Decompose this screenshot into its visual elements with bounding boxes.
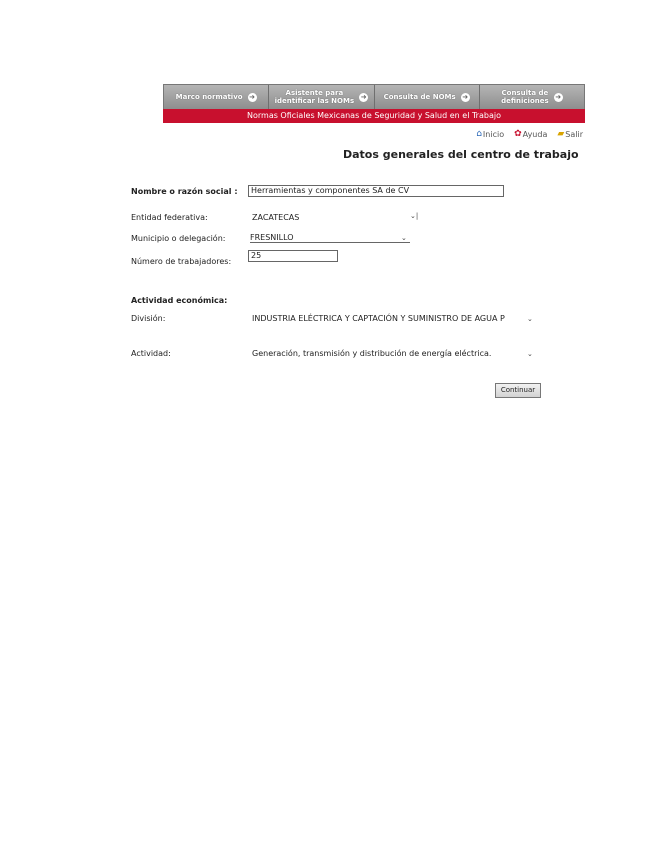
nav-consulta-noms[interactable] [375, 85, 480, 109]
help-icon: ✿ [514, 129, 522, 139]
nav-consulta-definiciones[interactable] [480, 85, 584, 109]
trabajadores-label: Número de trabajadores: [131, 257, 232, 266]
continuar-button[interactable]: Continuar [495, 383, 541, 398]
nav-label: Consulta de NOMs [383, 93, 456, 101]
arrow-right-circle-icon: ➜ [555, 92, 562, 101]
trabajadores-input[interactable]: 25 [248, 250, 338, 262]
home-icon: ⌂ [476, 129, 482, 139]
ayuda-link[interactable] [514, 129, 547, 139]
salir-label: Salir [565, 129, 583, 139]
exit-icon: ▰ [557, 129, 565, 139]
entidad-select[interactable]: ZACATECAS [252, 213, 300, 222]
chevron-down-icon[interactable]: ⌄ [401, 234, 407, 242]
inicio-label: Inicio [482, 129, 505, 139]
nav-label: Asistente para identificar las NOMs [274, 89, 355, 105]
site-banner: Normas Oficiales Mexicanas de Seguridad y Salud en el Trabajo [163, 109, 585, 123]
page-title: Datos generales del centro de trabajo [343, 148, 579, 161]
nav-asistente[interactable] [269, 85, 374, 109]
division-label: División: [131, 314, 166, 323]
chevron-down-icon[interactable]: ⌄| [410, 212, 419, 220]
actividad-heading: Actividad económica: [131, 296, 228, 305]
inicio-link[interactable] [476, 129, 504, 139]
arrow-right-circle-icon: ➜ [462, 92, 469, 101]
chevron-down-icon[interactable]: ⌄ [527, 315, 533, 323]
top-nav [163, 84, 585, 110]
arrow-right-circle-icon: ➜ [249, 92, 256, 101]
nav-marco-normativo[interactable] [164, 85, 269, 109]
nav-label: Consulta de definiciones [501, 89, 549, 105]
actividad-label: Actividad: [131, 349, 171, 358]
nombre-input[interactable]: Herramientas y componentes SA de CV [248, 185, 504, 197]
nombre-label: Nombre o razón social : [131, 187, 238, 196]
entidad-label: Entidad federativa: [131, 213, 208, 222]
salir-link[interactable] [557, 129, 583, 139]
division-select[interactable]: INDUSTRIA ELÉCTRICA Y CAPTACIÓN Y SUMINISTRO DE AGUA P [252, 314, 505, 323]
municipio-select[interactable]: FRESNILLO [250, 233, 410, 243]
top-links [476, 129, 583, 139]
nav-label: Marco normativo [175, 93, 243, 101]
arrow-right-circle-icon: ➜ [360, 92, 367, 101]
actividad-select[interactable]: Generación, transmisión y distribución de energía eléctrica. [252, 349, 492, 358]
municipio-label: Municipio o delegación: [131, 234, 226, 243]
ayuda-label: Ayuda [522, 129, 548, 139]
chevron-down-icon[interactable]: ⌄ [527, 350, 533, 358]
